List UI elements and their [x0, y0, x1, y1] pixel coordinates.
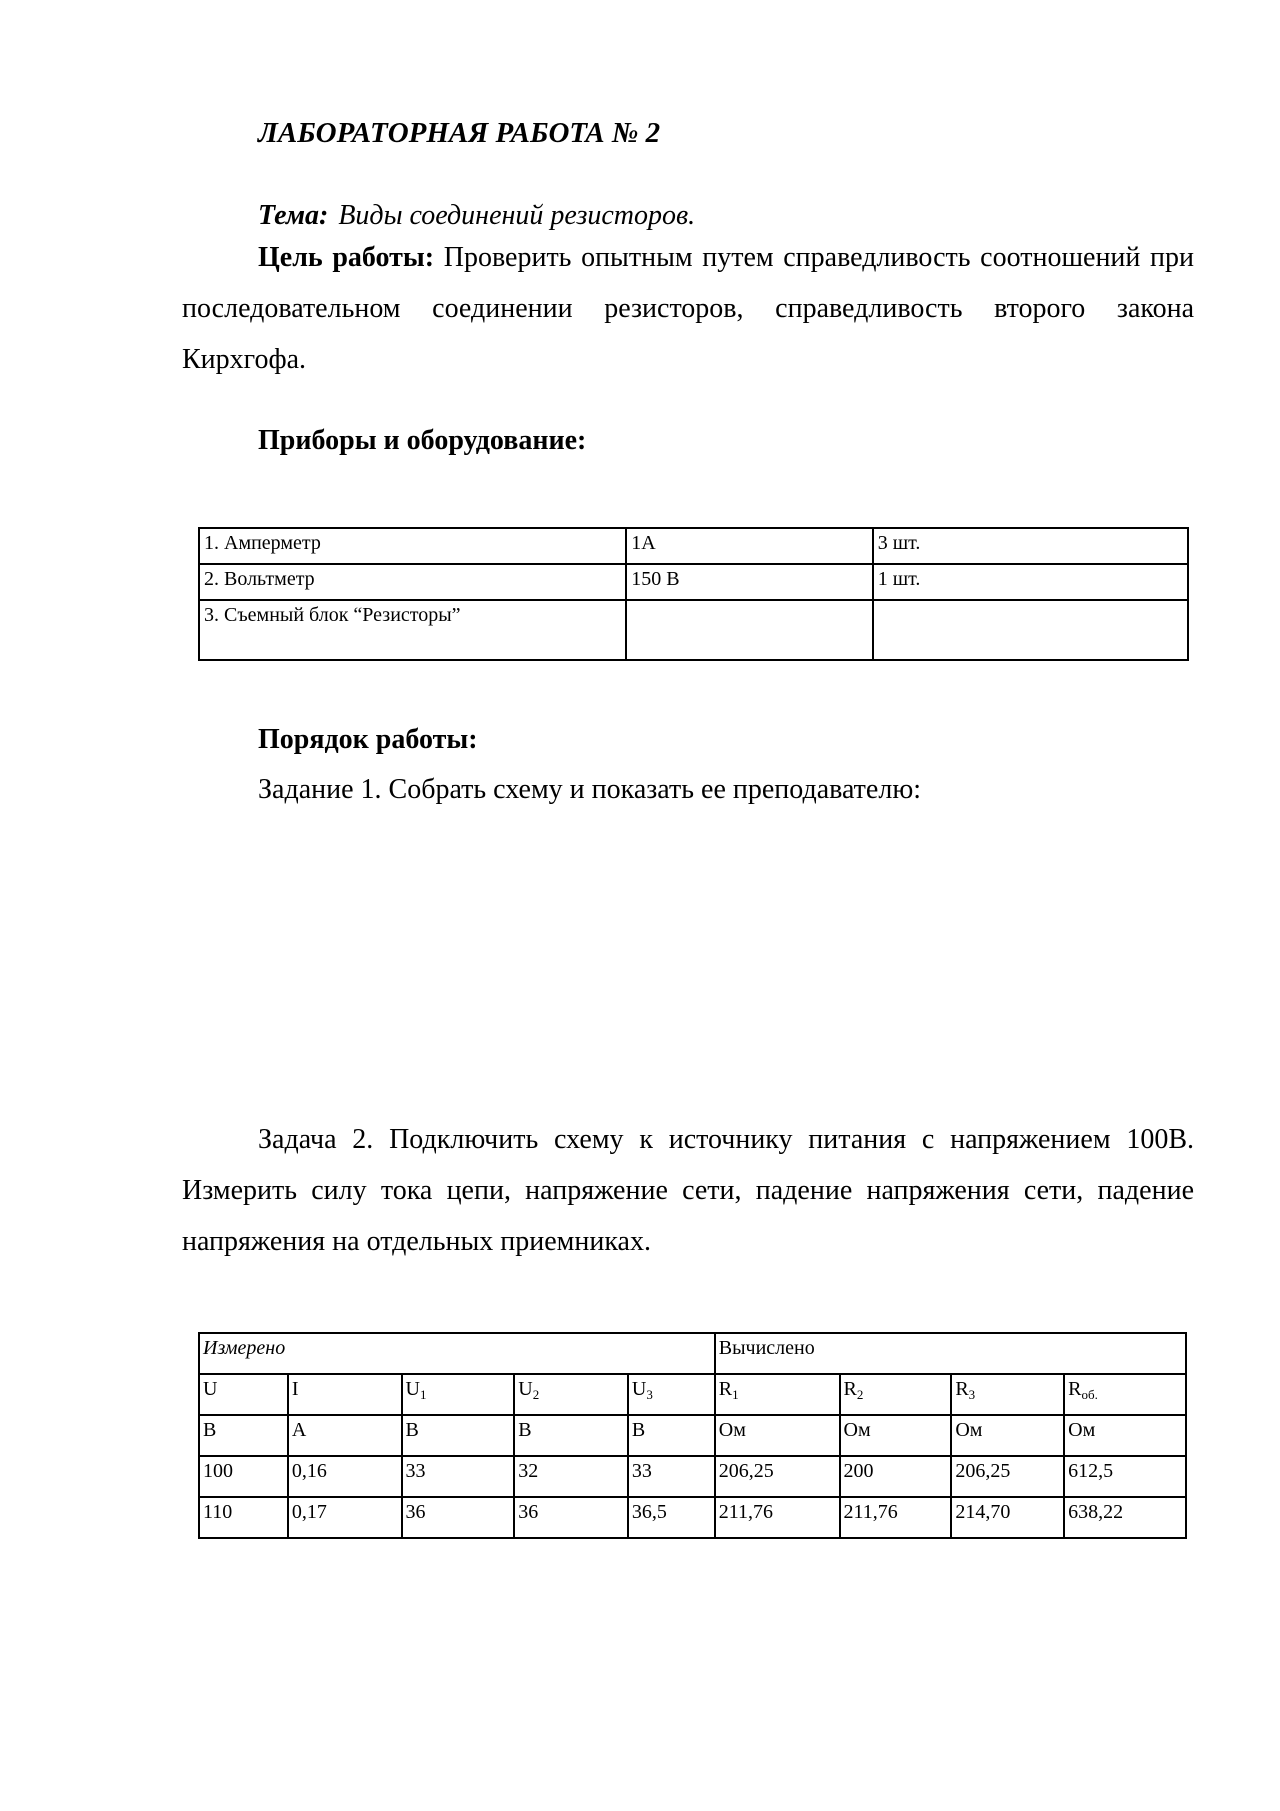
column-header: $U_1$: [402, 1374, 515, 1415]
table-cell: 33: [628, 1456, 715, 1497]
task2-paragraph: Задача 2. Подключить схему к источнику питания с напряжением 100В. Измерить силу тока цепи, напряжение сети, падение напряжения сети, падение напряжения на отдельных приемниках.: [182, 1124, 1194, 1257]
table-cell: 100: [199, 1456, 288, 1497]
goal-text: Проверить опытным путем справедливость соотношений при последовательном соединении резисторов, справедливость второго закона Кирхгофа.: [182, 242, 1194, 375]
goal-label: Цель работы:: [258, 242, 435, 273]
table-cell: 211,76: [715, 1497, 840, 1538]
unit-cell: В: [628, 1415, 715, 1456]
table-row: [199, 564, 1188, 600]
equipment-heading-paragraph: [182, 415, 1194, 466]
page-title: ЛАБОРАТОРНАЯ РАБОТА № 2: [258, 117, 661, 149]
table-cell: 200: [840, 1456, 952, 1497]
table-cell: 211,76: [840, 1497, 952, 1538]
column-header: I: [288, 1374, 402, 1415]
unit-cell: Ом: [1064, 1415, 1186, 1456]
unit-cell: В: [402, 1415, 515, 1456]
procedure-heading: Порядок работы:: [258, 724, 478, 755]
unit-cell: Ом: [951, 1415, 1064, 1456]
table-cell: 0,17: [288, 1497, 402, 1538]
unit-cell: Ом: [715, 1415, 840, 1456]
procedure-heading-paragraph: [182, 714, 1194, 765]
table-cell: 36: [402, 1497, 515, 1538]
topic-label: Тема:: [258, 200, 329, 231]
equipment-qty-cell: 1 шт.: [873, 564, 1188, 600]
column-header: $U_2$: [514, 1374, 628, 1415]
column-header: $R_1$: [715, 1374, 840, 1415]
table-row: [199, 528, 1188, 564]
equipment-name-cell: 3. Съемный блок “Резисторы”: [199, 600, 626, 660]
measurements-table: [198, 1332, 1187, 1539]
equipment-qty-cell: 3 шт.: [873, 528, 1188, 564]
column-header: $U_3$: [628, 1374, 715, 1415]
group-measured-cell: Измерено: [199, 1333, 715, 1374]
table-cell: 206,25: [951, 1456, 1064, 1497]
column-header: $R_3$: [951, 1374, 1064, 1415]
equipment-name-cell: 2. Вольтметр: [199, 564, 626, 600]
table-row: [199, 1456, 1186, 1497]
unit-cell: А: [288, 1415, 402, 1456]
table-row: [199, 600, 1188, 660]
equipment-value-cell: 150 В: [626, 564, 872, 600]
equipment-name-cell: 1. Амперметр: [199, 528, 626, 564]
table-cell: 33: [402, 1456, 515, 1497]
table-cell: 214,70: [951, 1497, 1064, 1538]
table-cell: 36,5: [628, 1497, 715, 1538]
equipment-qty-cell: [873, 600, 1188, 660]
equipment-value-cell: 1А: [626, 528, 872, 564]
column-header: $R_2$: [840, 1374, 952, 1415]
table-cell: 206,25: [715, 1456, 840, 1497]
table-row: [199, 1497, 1186, 1538]
equipment-heading: Приборы и оборудование:: [258, 425, 587, 456]
table-cell: 36: [514, 1497, 628, 1538]
table-cell: 32: [514, 1456, 628, 1497]
column-header: $R_{об.}$: [1064, 1374, 1186, 1415]
unit-cell: Ом: [840, 1415, 952, 1456]
task1-paragraph: Задание 1. Собрать схему и показать ее преподавателю:: [258, 774, 922, 805]
equipment-table: [198, 527, 1189, 661]
table-cell: 110: [199, 1497, 288, 1538]
table-header-group-row: [199, 1333, 1186, 1374]
topic-text: Виды соединений резисторов.: [338, 200, 696, 231]
table-cell: 638,22: [1064, 1497, 1186, 1538]
group-calculated-cell: Вычислено: [715, 1333, 1186, 1374]
goal-paragraph: [182, 232, 1194, 385]
equipment-value-cell: [626, 600, 872, 660]
table-units-row: [199, 1415, 1186, 1456]
table-header-row: [199, 1374, 1186, 1415]
table-cell: 0,16: [288, 1456, 402, 1497]
unit-cell: В: [514, 1415, 628, 1456]
column-header: U: [199, 1374, 288, 1415]
table-cell: 612,5: [1064, 1456, 1186, 1497]
unit-cell: В: [199, 1415, 288, 1456]
